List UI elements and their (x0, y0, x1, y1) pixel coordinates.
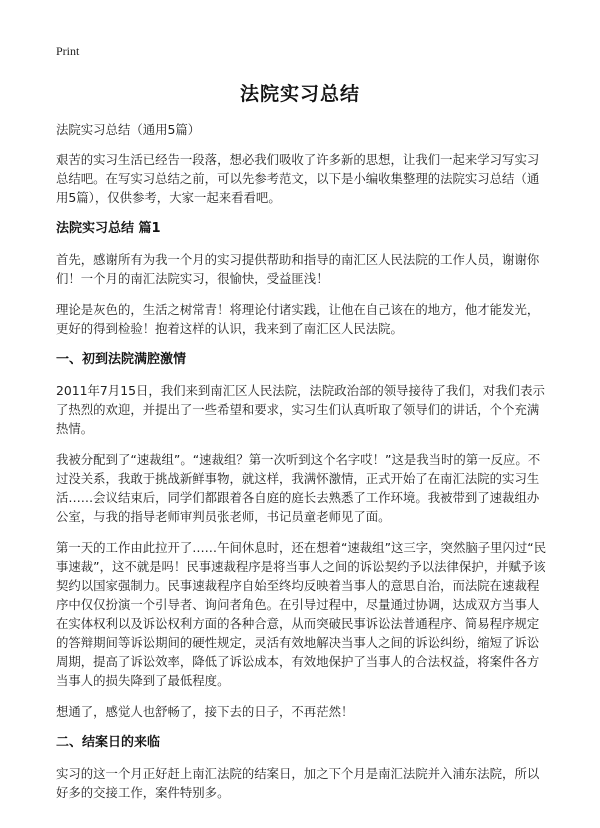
paragraph: 2011年7月15日，我们来到南汇区人民法院，法院政治部的领导接待了我们，对我们表示了热烈的欢迎，并提出了一些希望和要求，实习生们认真听取了领导们的讲话，个个充满热情。 (56, 383, 545, 436)
print-link[interactable]: Print (56, 44, 80, 58)
subsection-heading: 一、初到法院满腔激情 (56, 352, 187, 367)
article-subtitle: 法院实习总结（通用5篇） (56, 122, 201, 137)
paragraph: 第一天的工作由此拉开了……午间休息时，还在想着“速裁组”这三字，突然脑子里闪过“民事速裁”，这不就是吗！民事速裁程序是将当事人之间的诉讼契约予以法律保护，并赋予该契约以国家强制力。民事速裁程序自始至终均反映着当事人的意思自治，而法院在速裁程序中仅仅扮演一个引导者、询问者角色。在引导过程中，尽量通过协调，达成双方当事人在实体权利以及诉讼权利方面的各种合意，从而突破民事诉讼法普通程序、简易程序规定的答辩期间等诉讼期间的硬性规定，灵活有效地解决当事人之间的诉讼纠纷，缩短了诉讼周期，提高了诉讼效率，降低了诉讼成本，有效地保护了当事人的合法权益，将案件各方当事人的损失降到了最低程度。 (56, 540, 547, 688)
article-body (56, 120, 548, 814)
paragraph: 想通了，感觉人也舒畅了，接下去的日子，不再茫然！ (56, 704, 354, 719)
section-heading: 法院实习总结 篇1 (56, 221, 161, 236)
paragraph: 我被分配到了“速裁组”。“速裁组？第一次听到这个名字哎！”这是我当时的第一反应。不过没关系，我敢于挑战新鲜事物，就这样，我满怀激情，正式开始了在南汇法院的实习生活……会议结束后，同学们都跟着各自庭的庭长去熟悉了工作环境。我被带到了速裁组办公室，与我的指导老师审判员张老师，书记员童老师见了面。 (56, 452, 541, 524)
paragraph: 首先，感谢所有为我一个月的实习提供帮助和指导的南汇区人民法院的工作人员，谢谢你们！一个月的南汇法院实习，很愉快，受益匪浅！ (56, 252, 540, 286)
paragraph: 实习的这一个月正好赶上南汇法院的结案日，加之下个月是南汇法院并入浦东法院，所以好多的交接工作，案件特别多。 (56, 766, 540, 800)
intro-paragraph: 艰苦的实习生活已经告一段落，想必我们吸收了许多新的思想，让我们一起来学习写实习总结吧。在写实习总结之前，可以先参考范文，以下是小编收集整理的法院实习总结（通用5篇），仅供参考，大家一起来看看吧。 (56, 152, 540, 205)
subsection-heading: 二、结案日的来临 (56, 735, 161, 750)
paragraph: 理论是灰色的，生活之树常青！将理论付诸实践，让他在自己该在的地方，他才能发光，更好的得到检验！抱着这样的认识，我来到了南汇区人民法院。 (56, 302, 540, 336)
page-title: 法院实习总结 (239, 83, 360, 105)
